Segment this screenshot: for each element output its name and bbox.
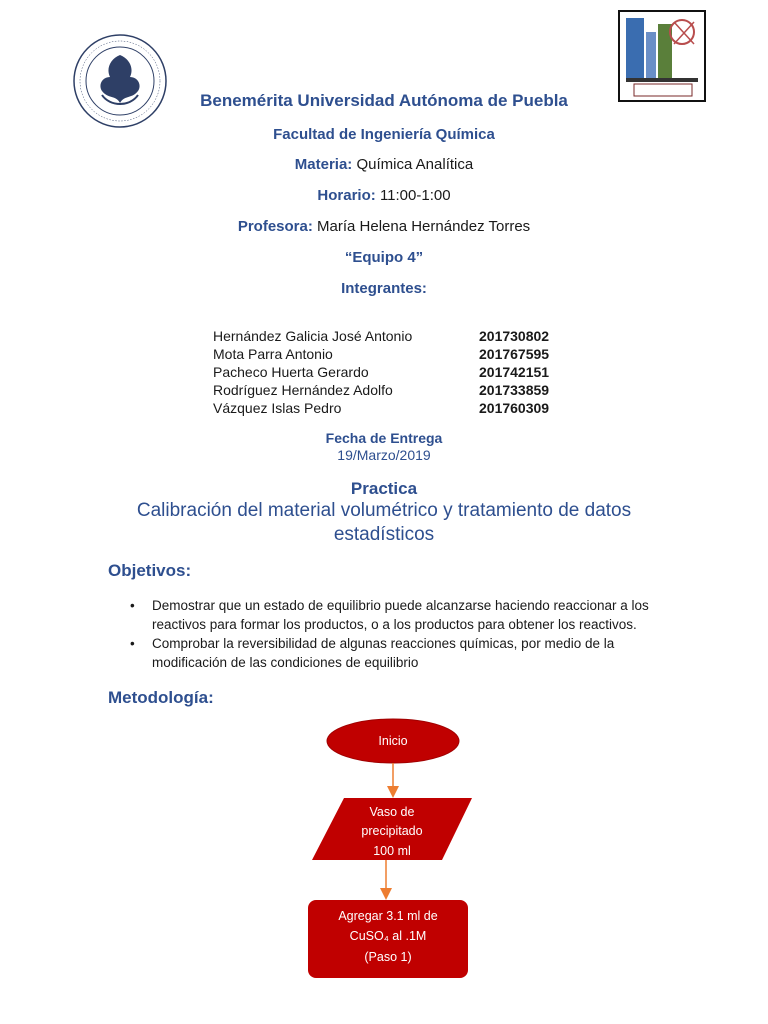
flow-step2-line: CuSO₄ al .1M: [349, 929, 427, 943]
objective-item: [130, 634, 670, 672]
flow-start-label: Inicio: [378, 734, 408, 748]
subject-label: Materia:: [294, 156, 353, 173]
professor-label: Profesora:: [237, 218, 313, 235]
objectives-heading: Objetivos:: [108, 561, 192, 580]
schedule-value: 11:00-1:00: [379, 187, 451, 204]
objectives-list: [130, 596, 670, 672]
member-id: 201742151: [479, 364, 550, 380]
methodology-flowchart: [300, 710, 490, 1010]
bullet-icon: •: [130, 598, 135, 613]
faculty-name: Facultad de Ingeniería Química: [273, 126, 495, 143]
member-id: 201733859: [479, 382, 550, 398]
member-id: 201730802: [479, 328, 550, 344]
objective-line: reactivos para formar los productos, o a los productos para obtener los reactivos.: [152, 617, 637, 632]
member-row: [213, 328, 573, 346]
subject-line: [0, 156, 768, 173]
team-name: “Equipo 4”: [344, 249, 424, 266]
member-name: Vázquez Islas Pedro: [213, 400, 342, 416]
member-id: 201767595: [479, 346, 550, 362]
university-seal-logo: [72, 33, 168, 129]
member-name: Mota Parra Antonio: [213, 346, 333, 362]
member-row: [213, 346, 573, 364]
member-row: [213, 400, 573, 418]
objective-line: Demostrar que un estado de equilibrio puede alcanzarse haciendo reaccionar a los: [152, 598, 649, 613]
faculty-logo: [618, 10, 706, 102]
practice-title-line2: estadísticos: [333, 524, 435, 545]
members-heading: Integrantes:: [341, 280, 427, 297]
methodology-heading: Metodología:: [108, 688, 214, 707]
member-name: Hernández Galicia José Antonio: [213, 328, 413, 344]
flow-step2-line: (Paso 1): [364, 950, 412, 964]
flow-step1-line: precipitado: [361, 824, 423, 838]
member-row: [213, 382, 573, 400]
flow-step2-line: Agregar 3.1 ml de: [338, 909, 438, 923]
professor-value: María Helena Hernández Torres: [317, 218, 531, 235]
bullet-icon: •: [130, 636, 135, 651]
flow-step1-line: Vaso de: [369, 805, 415, 819]
objective-line: Comprobar la reversibilidad de algunas reacciones químicas, por medio de la: [152, 636, 615, 651]
schedule-line: [0, 187, 768, 204]
university-name: Benemérita Universidad Autónoma de Puebla: [200, 91, 568, 110]
practice-label: Practica: [350, 479, 418, 498]
subject-value: Química Analítica: [356, 156, 474, 173]
practice-title-line1: Calibración del material volumétrico y tratamiento de datos: [136, 500, 632, 521]
objective-line: modificación de las condiciones de equilibrio: [152, 655, 419, 670]
delivery-date: 19/Marzo/2019: [337, 447, 431, 463]
member-id: 201760309: [479, 400, 550, 416]
member-row: [213, 364, 573, 382]
schedule-label: Horario:: [317, 187, 376, 204]
professor-line: [0, 218, 768, 235]
delivery-label: Fecha de Entrega: [325, 430, 443, 446]
objective-item: [130, 596, 670, 634]
flow-step1-line: 100 ml: [373, 844, 411, 858]
member-name: Rodríguez Hernández Adolfo: [213, 382, 393, 398]
member-name: Pacheco Huerta Gerardo: [213, 364, 369, 380]
